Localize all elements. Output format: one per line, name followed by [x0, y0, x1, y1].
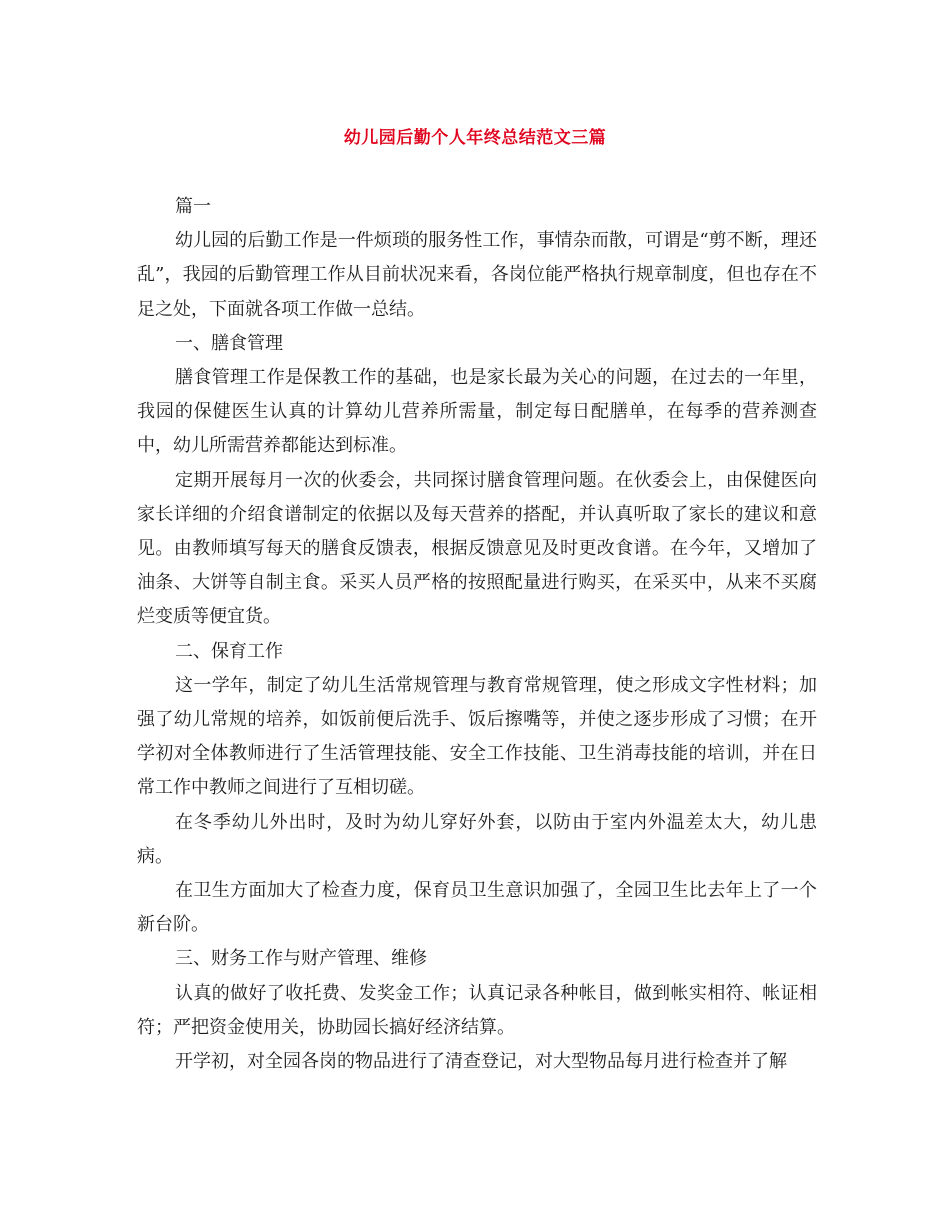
- paragraph: 认真的做好了收托费、发奖金工作；认真记录各种帐目，做到帐实相符、帐证相符；严把资金使用关，协助园长搞好经济结算。: [137, 982, 817, 1038]
- paragraph: 定期开展每月一次的伙委会，共同探讨膳食管理问题。在伙委会上，由保健医向家长详细的介绍食谱制定的依据以及每天营养的搭配，并认真听取了家长的建议和意见。由教师填写每天的膳食反馈表，根据反馈意见及时更改食谱。在今年，又增加了油条、大饼等自制主食。采买人员严格的按照配量进行购买，在采买中，从来不买腐烂变质等便宜货。: [137, 469, 817, 628]
- document-body: [137, 190, 817, 1079]
- paragraph: 这一学年，制定了幼儿生活常规管理与教育常规管理，使之形成文字性材料；加强了幼儿常规的培养，如饭前便后洗手、饭后擦嘴等，并使之逐步形成了习惯；在开学初对全体教师进行了生活管理技能、安全工作技能、卫生消毒技能的培训，并在日常工作中教师之间进行了互相切磋。: [137, 674, 817, 799]
- paragraph: 膳食管理工作是保教工作的基础，也是家长最为关心的问题，在过去的一年里，我园的保健医生认真的计算幼儿营养所需量，制定每日配膳单，在每季的营养测查中，幼儿所需营养都能达到标准。: [137, 367, 817, 457]
- section-heading: 篇一: [175, 196, 211, 217]
- paragraph: 幼儿园的后勤工作是一件烦琐的服务性工作，事情杂而散，可谓是“剪不断，理还乱”，我园的后勤管理工作从目前状况来看，各岗位能严格执行规章制度，但也存在不足之处，下面就各项工作做一总结。: [137, 230, 817, 320]
- section-heading: 三、财务工作与财产管理、维修: [175, 948, 427, 970]
- paragraph: 开学初，对全园各岗的物品进行了清查登记，对大型物品每月进行检查并了解: [175, 1051, 787, 1073]
- document-title: 幼儿园后勤个人年终总结范文三篇: [343, 128, 607, 148]
- paragraph: 在卫生方面加大了检查力度，保育员卫生意识加强了，全园卫生比去年上了一个新台阶。: [137, 880, 817, 936]
- paragraph: 在冬季幼儿外出时，及时为幼儿穿好外套，以防由于室内外温差太大，幼儿患病。: [137, 811, 817, 867]
- section-heading: 二、保育工作: [175, 640, 283, 662]
- section-heading: 一、膳食管理: [175, 332, 283, 354]
